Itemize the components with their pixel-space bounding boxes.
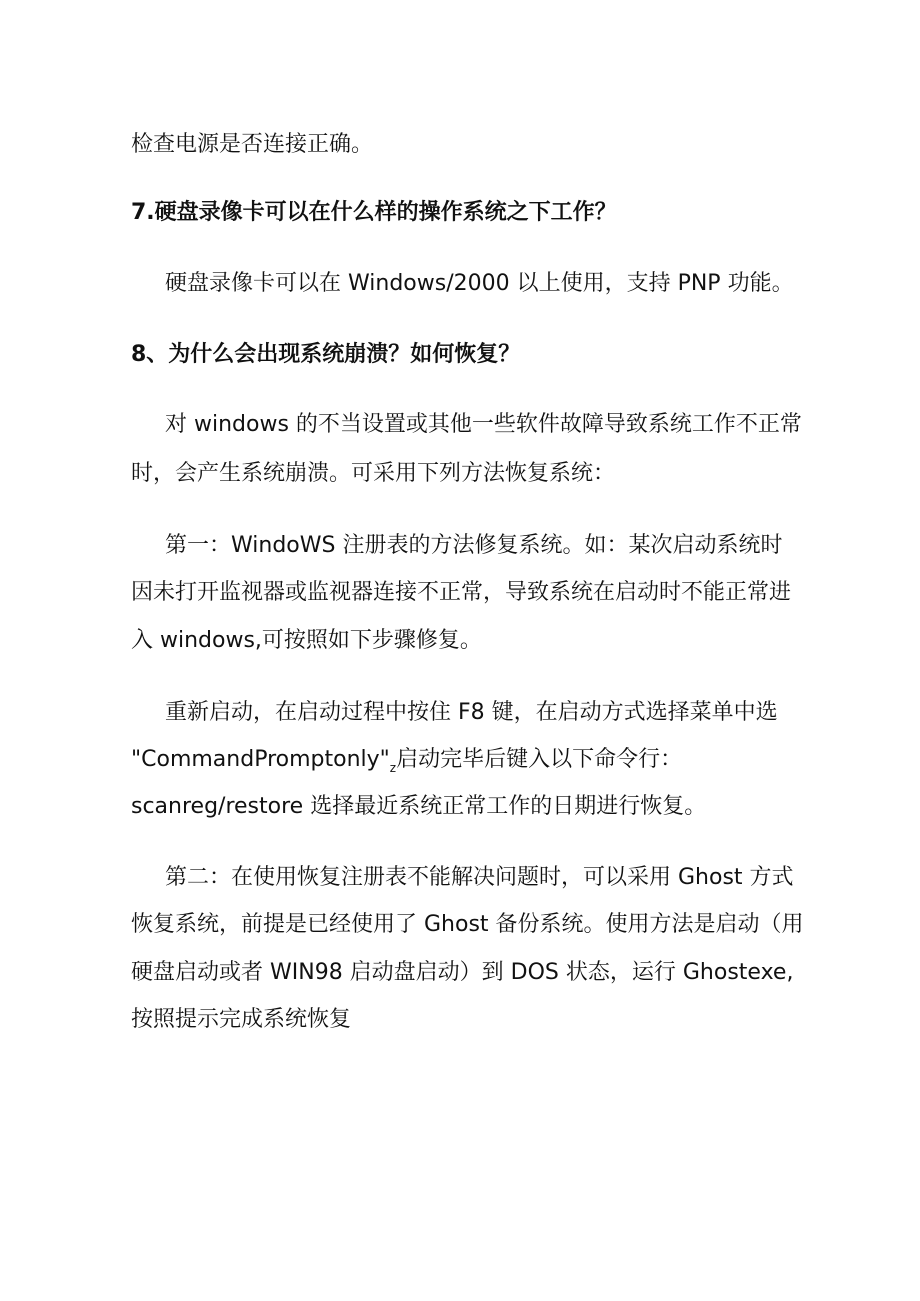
body-text-line: 第一：WindoWS 注册表的方法修复系统。如：某次启动系统时 bbox=[165, 533, 783, 558]
question-heading-7: 7.硬盘录像卡可以在什么样的操作系统之下工作？ bbox=[131, 200, 617, 225]
command-prompt-label: "CommandPromptonly" bbox=[131, 747, 390, 772]
body-text-line: 时，会产生系统崩溃。可采用下列方法恢复系统： bbox=[131, 461, 616, 486]
body-text-line: 检查电源是否连接正确。 bbox=[131, 132, 374, 157]
body-text-line: 硬盘录像卡可以在 Windows/2000 以上使用，支持 PNP 功能。 bbox=[165, 271, 794, 296]
body-text-line: 因未打开监视器或监视器连接不正常，导致系统在启动时不能正常进 bbox=[131, 580, 792, 605]
body-text-fragment: 启动完毕后键入以下命令行： bbox=[396, 747, 683, 772]
body-text-line: 第二：在使用恢复注册表不能解决问题时，可以采用 Ghost 方式 bbox=[165, 865, 794, 890]
question-heading-8: 8、为什么会出现系统崩溃？如何恢复？ bbox=[131, 342, 521, 367]
body-text-line: 恢复系统，前提是已经使用了 Ghost 备份系统。使用方法是启动（用 bbox=[131, 912, 804, 937]
body-text-line: 重新启动，在启动过程中按住 F8 键，在启动方式选择菜单中选 bbox=[165, 700, 778, 725]
body-text-line bbox=[131, 745, 682, 775]
subscript-mark: z bbox=[389, 761, 397, 775]
body-text-line: 按照提示完成系统恢复 bbox=[131, 1007, 352, 1032]
body-text-line: scanreg/restore 选择最近系统正常工作的日期进行恢复。 bbox=[131, 794, 707, 819]
body-text-line: 对 windows 的不当设置或其他一些软件故障导致系统工作不正常 bbox=[165, 412, 802, 437]
body-text-line: 硬盘启动或者 WIN98 启动盘启动）到 DOS 状态，运行 Ghostexe, bbox=[131, 960, 794, 985]
body-text-line: 入 windows,可按照如下步骤修复。 bbox=[131, 628, 482, 653]
